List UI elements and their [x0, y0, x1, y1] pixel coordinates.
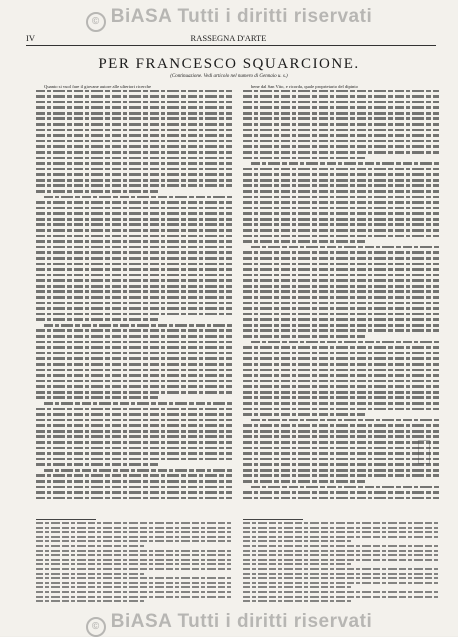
- text-line: [36, 307, 232, 310]
- footnote-rule-right: [243, 519, 303, 520]
- text-line: [243, 374, 439, 377]
- text-line: [36, 207, 232, 210]
- text-line: [243, 458, 439, 461]
- text-line: [36, 134, 232, 137]
- text-line: [243, 106, 439, 109]
- text-line: [36, 568, 232, 570]
- text-line: [243, 527, 439, 529]
- text-line: [243, 257, 439, 260]
- text-line: [36, 497, 232, 500]
- text-line: [36, 363, 232, 366]
- text-line: [243, 554, 439, 556]
- text-line: [243, 296, 439, 299]
- text-line: [243, 491, 439, 494]
- article-title: PER FRANCESCO SQUARCIONE.: [98, 56, 360, 72]
- text-line: [251, 162, 439, 165]
- text-line: [243, 229, 439, 232]
- text-line: [243, 430, 439, 433]
- text-line: [243, 307, 439, 310]
- text-line: [36, 123, 232, 126]
- text-line: [243, 240, 365, 243]
- text-line: [36, 596, 232, 598]
- watermark-top-text: BiASA Tutti i diritti riservati: [110, 6, 373, 27]
- text-line: [36, 90, 232, 93]
- running-head: [26, 33, 436, 46]
- text-line: [243, 522, 439, 524]
- watermark-bottom: [0, 611, 458, 637]
- text-line: [36, 586, 232, 588]
- text-line: [36, 235, 232, 238]
- text-line: [36, 274, 232, 277]
- text-line: [36, 540, 232, 542]
- text-line: [243, 463, 439, 466]
- text-line: [36, 129, 232, 132]
- text-line: [243, 402, 439, 405]
- text-line: [243, 413, 365, 416]
- text-line: [36, 531, 232, 533]
- text-line: [243, 591, 439, 593]
- text-line: [36, 117, 232, 120]
- text-line: [243, 582, 439, 584]
- text-line: [243, 268, 439, 271]
- text-line: [243, 474, 439, 477]
- text-line: [243, 385, 439, 388]
- text-line: [36, 302, 232, 305]
- text-line: [243, 596, 439, 598]
- text-line: [36, 263, 232, 266]
- text-line: [243, 140, 439, 143]
- text-line: [36, 536, 232, 538]
- text-line: [36, 268, 232, 271]
- text-line: [36, 212, 232, 215]
- text-line: [36, 290, 232, 293]
- text-line: [36, 391, 232, 394]
- text-line: [36, 573, 144, 575]
- text-line: [251, 246, 439, 249]
- text-line: [243, 573, 439, 575]
- copyright-logo-icon: ©: [86, 617, 106, 637]
- text-line: [36, 577, 232, 579]
- text-line: [243, 184, 439, 187]
- text-line: [251, 341, 439, 344]
- text-line: [36, 179, 232, 182]
- text-line: [243, 129, 439, 132]
- text-line: [36, 151, 232, 154]
- text-line: [243, 563, 351, 565]
- text-line: [36, 458, 232, 461]
- text-line: [243, 559, 439, 561]
- text-line: [243, 577, 439, 579]
- text-line: [36, 352, 232, 355]
- left-lead-text: Quanto si vuol fare il giovane autore alle ulteriori ricerche: [44, 84, 152, 89]
- text-line: [251, 419, 439, 422]
- text-line: [36, 563, 232, 565]
- text-line: [243, 168, 439, 171]
- text-line: [243, 447, 439, 450]
- text-line: [243, 173, 439, 176]
- text-line: [36, 95, 232, 98]
- text-line: [243, 550, 439, 552]
- text-line: [243, 212, 439, 215]
- text-line: [243, 302, 439, 305]
- text-line: [243, 600, 351, 602]
- text-line: [36, 369, 232, 372]
- text-line: [36, 329, 232, 332]
- text-line: [36, 463, 158, 466]
- text-line: [243, 346, 439, 349]
- text-line: [36, 341, 232, 344]
- text-line: [243, 134, 439, 137]
- text-line: [36, 229, 232, 232]
- text-line: [243, 497, 439, 500]
- text-line: [36, 313, 232, 316]
- text-line: [36, 251, 232, 254]
- text-line: [36, 419, 232, 422]
- text-line: [36, 554, 232, 556]
- text-line: [36, 184, 232, 187]
- text-line: [36, 190, 158, 193]
- text-line: [36, 550, 232, 552]
- text-line: [243, 352, 439, 355]
- text-line: [243, 586, 351, 588]
- text-line: [44, 402, 232, 405]
- text-line: [243, 251, 439, 254]
- text-line: [243, 396, 439, 399]
- text-line: [36, 413, 232, 416]
- text-line: [36, 408, 232, 411]
- text-line: [36, 201, 232, 204]
- text-line: [36, 357, 232, 360]
- text-line: [243, 151, 439, 154]
- text-line: [36, 285, 232, 288]
- text-line: [243, 469, 439, 472]
- text-line: [36, 430, 232, 433]
- text-line: [36, 246, 232, 249]
- text-line: [243, 545, 439, 547]
- text-line: [243, 441, 439, 444]
- watermark-bottom-text: BiASA Tutti i diritti riservati: [110, 611, 373, 632]
- text-line: [36, 218, 232, 221]
- text-line: [36, 173, 232, 176]
- text-line: [243, 452, 439, 455]
- text-line: [243, 536, 439, 538]
- text-column-left: [36, 84, 232, 514]
- text-line: [36, 545, 144, 547]
- text-line: [36, 527, 232, 529]
- text-line: [243, 424, 439, 427]
- text-line: [36, 474, 232, 477]
- text-line: [243, 190, 439, 193]
- text-line: [36, 318, 158, 321]
- text-line: [36, 480, 232, 483]
- text-line: [36, 559, 232, 561]
- text-line: [243, 480, 365, 483]
- right-lead-text: bene dal San Vito, e ricorda, quale proprietario del dipinto: [251, 84, 358, 89]
- text-line: [243, 357, 439, 360]
- footnotes-left: [36, 522, 232, 610]
- text-line: [243, 145, 439, 148]
- text-line: [243, 318, 439, 321]
- text-line: [44, 324, 232, 327]
- text-line: [36, 396, 158, 399]
- text-line: [36, 486, 232, 489]
- text-line: [36, 168, 232, 171]
- text-line: [36, 424, 232, 427]
- text-line: [243, 112, 439, 115]
- footnote-rule-left: [36, 519, 96, 520]
- text-line: [36, 257, 232, 260]
- text-line: [36, 346, 232, 349]
- text-line: [243, 290, 439, 293]
- text-line: [243, 329, 439, 332]
- text-line: [36, 452, 232, 455]
- text-line: [243, 540, 351, 542]
- text-line: [36, 223, 232, 226]
- text-line: [36, 591, 232, 593]
- text-line: [243, 101, 439, 104]
- text-line: [243, 363, 439, 366]
- library-stamp-mark: [418, 440, 430, 464]
- text-line: [243, 117, 439, 120]
- text-line: [243, 435, 439, 438]
- text-line: [36, 240, 232, 243]
- text-line: [243, 196, 439, 199]
- text-line: [36, 374, 232, 377]
- text-line: [243, 408, 439, 411]
- text-line: [36, 582, 232, 584]
- text-line: [243, 369, 439, 372]
- page-number: IV: [26, 33, 35, 43]
- text-line: [243, 531, 439, 533]
- text-line: [243, 90, 439, 93]
- text-line: [36, 522, 232, 524]
- text-line: [36, 385, 232, 388]
- text-line: [36, 600, 144, 602]
- text-line: [36, 112, 232, 115]
- text-line: [36, 106, 232, 109]
- text-line: [36, 441, 232, 444]
- text-line: [243, 123, 439, 126]
- text-line: [36, 335, 232, 338]
- text-line: [243, 324, 439, 327]
- text-line: [243, 380, 439, 383]
- article-subtitle: (Continuazione. Vedi articolo nel numero di Gennaio u. s.): [170, 74, 288, 79]
- text-line: [243, 335, 365, 338]
- text-line: [251, 486, 439, 489]
- footnotes-right: [243, 522, 439, 610]
- text-line: [36, 162, 232, 165]
- text-line: [243, 201, 439, 204]
- text-line: [44, 469, 232, 472]
- text-line: [36, 140, 232, 143]
- text-line: [243, 391, 439, 394]
- text-line: [243, 179, 439, 182]
- text-line: [243, 285, 439, 288]
- text-line: [36, 296, 232, 299]
- text-line: [243, 274, 439, 277]
- text-line: [243, 223, 439, 226]
- text-column-right: [243, 84, 439, 514]
- text-line: [243, 218, 439, 221]
- text-line: [36, 157, 232, 160]
- text-line: [243, 279, 439, 282]
- text-line: [36, 101, 232, 104]
- text-line: [243, 313, 439, 316]
- text-line: [36, 447, 232, 450]
- text-line: [36, 380, 232, 383]
- text-line: [243, 235, 439, 238]
- text-line: [243, 263, 439, 266]
- text-line: [243, 157, 365, 160]
- watermark-top: [0, 6, 458, 32]
- text-line: [243, 568, 439, 570]
- text-line: [36, 145, 232, 148]
- journal-title: RASSEGNA D'ARTE: [190, 33, 267, 43]
- text-line: [44, 196, 232, 199]
- copyright-logo-icon: ©: [86, 12, 106, 32]
- text-line: [243, 207, 439, 210]
- text-line: [36, 435, 232, 438]
- text-line: [36, 279, 232, 282]
- text-line: [243, 95, 439, 98]
- text-line: [36, 491, 232, 494]
